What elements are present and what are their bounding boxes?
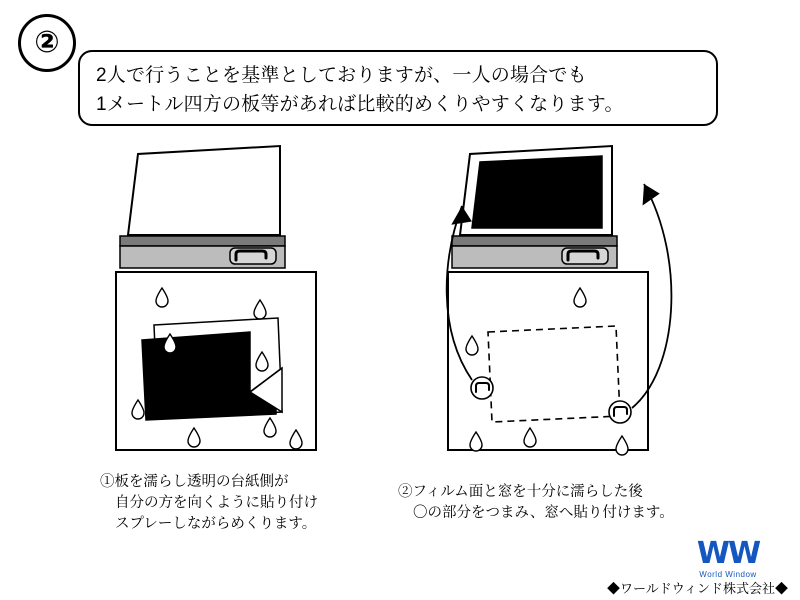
left-diagram-svg (110, 140, 340, 470)
grip-point-left-icon (471, 377, 493, 399)
instruction-line-2: 1メートル四方の板等があれば比較的めくりやすくなります。 (96, 94, 624, 116)
right-caption-line-1: ②フィルム面と窓を十分に濡らした後 (398, 484, 643, 500)
logo-subtitle: World Window (699, 569, 757, 579)
instruction-line-1: 2人で行うことを基準としておりますが、一人の場合でも (96, 65, 587, 86)
step-number-badge: ② (18, 14, 76, 72)
car-window-outline-right (452, 146, 617, 268)
left-caption-line-3: スプレーしながらめくります。 (115, 516, 317, 533)
instruction-callout (78, 50, 718, 126)
car-window-outline-left (120, 146, 285, 268)
film-hold-box-right (448, 272, 648, 455)
grip-point-right-icon (609, 401, 631, 423)
left-diagram (110, 140, 340, 470)
door-handle-icon-left (230, 248, 276, 264)
brand-logo (668, 536, 788, 579)
left-caption-line-1: ①板を濡らし透明の台紙側が (100, 474, 289, 490)
left-caption-line-2: 自分の方を向くように貼り付け (115, 495, 318, 512)
door-handle-icon-right (562, 248, 608, 264)
left-caption (100, 472, 318, 535)
film-peel-box-left (116, 272, 316, 450)
right-diagram-svg (430, 140, 705, 480)
logo-text: WW (696, 536, 760, 571)
right-caption-line-2: 〇の部分をつまみ、窓へ貼り付けます。 (413, 505, 674, 522)
company-name: ◆ワールドウィンド株式会社◆ (607, 581, 788, 596)
right-diagram (430, 140, 690, 470)
right-caption (398, 482, 674, 524)
